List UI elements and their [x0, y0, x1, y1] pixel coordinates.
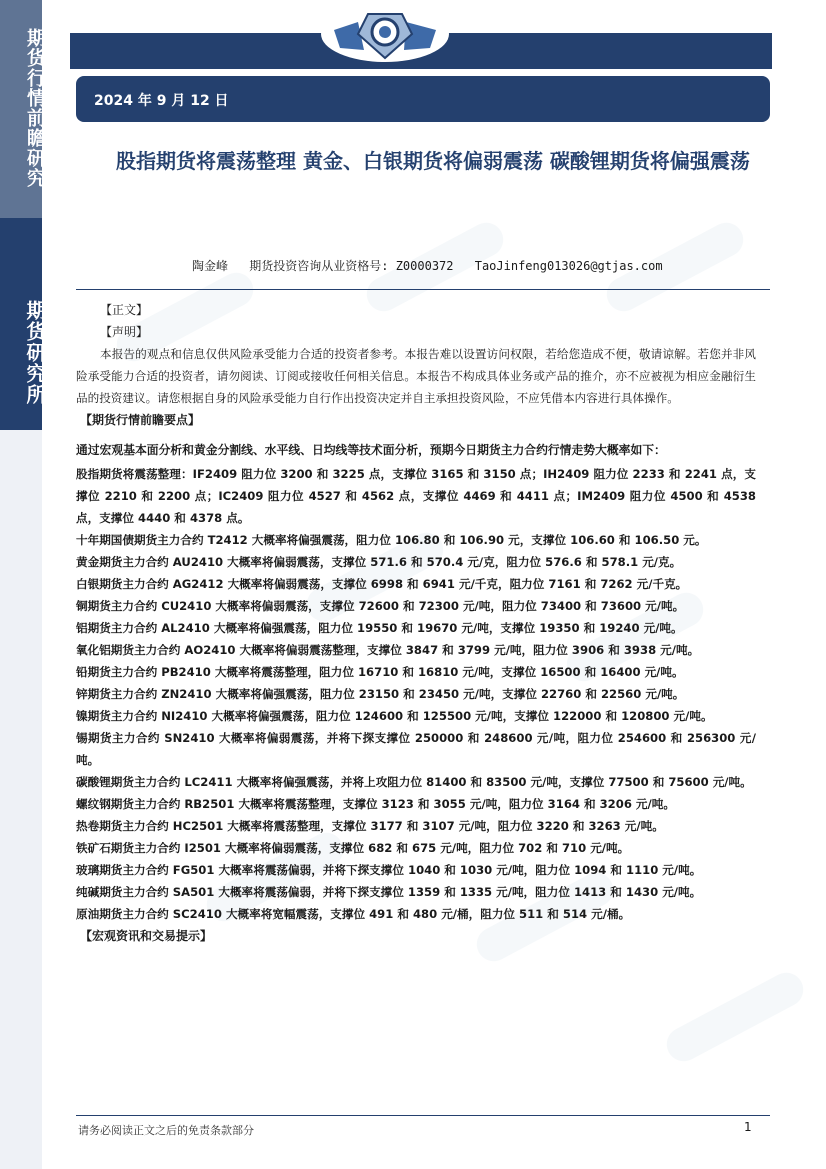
section-statement-heading: 【声明】 [100, 325, 149, 339]
footer-notice: 请务必阅读正文之后的免责条款部分 [78, 1124, 254, 1137]
author-line [192, 257, 677, 274]
section-main-heading: 【正文】 [100, 303, 149, 317]
author-cert: 期货投资咨询从业资格号: Z0000372 [249, 259, 454, 273]
forecast-item: 铜期货主力合约 CU2410 大概率将偏弱震荡，支撑位 72600 和 72300 元/吨，阻力位 73400 和 73600 元/吨。 [76, 599, 685, 613]
forecast-item: 铅期货主力合约 PB2410 大概率将震荡整理，阻力位 16710 和 16810 元/吨，支撑位 16500 和 16400 元/吨。 [76, 665, 684, 679]
forecast-lead: 通过宏观基本面分析和黄金分割线、水平线、日均线等技术面分析，预期今日期货主力合约行情走势大概率如下： [76, 443, 666, 457]
forecast-item: 玻璃期货主力合约 FG501 大概率将震荡偏弱，并将下探支撑位 1040 和 1030 元/吨，阻力位 1094 和 1110 元/吨。 [76, 863, 702, 877]
divider [76, 289, 770, 290]
date-banner [76, 76, 770, 122]
disclaimer-paragraph: 本报告的观点和信息仅供风险承受能力合适的投资者参考。本报告难以设置访问权限，若给您造成不便，敬请谅解。若您并非风险承受能力合适的投资者，请勿阅读、订阅或接收任何相关信息。本报告不构成具体业务或产品的推介，亦不应被视为相应金融衍生品的投资建议。请您根据自身的风险承受能力自行作出投资决定并自主承担投资风险，不应凭借本内容进行具体操作。 [76, 347, 756, 405]
forecast-item: 热卷期货主力合约 HC2501 大概率将震荡整理，支撑位 3177 和 3107 元/吨，阻力位 3220 和 3263 元/吨。 [76, 819, 664, 833]
forecast-item: 白银期货主力合约 AG2412 大概率将偏弱震荡，支撑位 6998 和 6941 元/千克，阻力位 7161 和 7262 元/千克。 [76, 577, 688, 591]
forecast-item: 氧化铝期货主力合约 AO2410 大概率将偏弱震荡整理，支撑位 3847 和 3799 元/吨，阻力位 3906 和 3938 元/吨。 [76, 643, 700, 657]
footer-divider [76, 1115, 770, 1116]
forecast-item: 锡期货主力合约 SN2410 大概率将偏弱震荡，并将下探支撑位 250000 和 248600 元/吨，阻力位 254600 和 256300 元/吨。 [76, 731, 756, 767]
forecast-item: 纯碱期货主力合约 SA501 大概率将震荡偏弱，并将下探支撑位 1359 和 1335 元/吨，阻力位 1413 和 1430 元/吨。 [76, 885, 702, 899]
forecast-item: 铁矿石期货主力合约 I2501 大概率将偏弱震荡，支撑位 682 和 675 元/吨，阻力位 702 和 710 元/吨。 [76, 841, 630, 855]
author-name: 陶金峰 [192, 259, 229, 273]
watermark [661, 967, 809, 1067]
forecast-item: 十年期国债期货主力合约 T2412 大概率将偏强震荡，阻力位 106.80 和 106.90 元，支撑位 106.60 和 106.50 元。 [76, 533, 707, 547]
forecast-item: 碳酸锂期货主力合约 LC2411 大概率将偏强震荡，并将上攻阻力位 81400 和 83500 元/吨，支撑位 77500 和 75600 元/吨。 [76, 775, 752, 789]
author-email[interactable]: TaoJinfeng013026@gtjas.com [474, 259, 663, 273]
page-number: 1 [744, 1120, 752, 1134]
report-date: 2024 年 9 月 12 日 [94, 93, 229, 109]
company-logo-icon [318, 4, 452, 64]
sidebar-top-block [0, 0, 46, 218]
sidebar-mid-block [0, 218, 47, 430]
section-macro-heading: 【宏观资讯和交易提示】 [80, 929, 213, 943]
forecast-item: 股指期货将震荡整理：IF2409 阻力位 3200 和 3225 点，支撑位 3165 和 3150 点；IH2409 阻力位 2233 和 2241 点，支撑位 2210 和 2200 点；IC2409 阻力位 4527 和 4562 点，支撑位 4469 和 4411 点；IM2409 阻力位 4500 和 4538 点，支撑位 4440 和 4378 点。 [76, 467, 756, 525]
forecast-item: 锌期货主力合约 ZN2410 大概率将偏强震荡，阻力位 23150 和 23450 元/吨，支撑位 22760 和 22560 元/吨。 [76, 687, 685, 701]
forecast-item: 原油期货主力合约 SC2410 大概率将宽幅震荡，支撑位 491 和 480 元/桶，阻力位 511 和 514 元/桶。 [76, 907, 631, 921]
sidebar-mid-label: 期货研究所 [23, 300, 47, 405]
forecast-item: 黄金期货主力合约 AU2410 大概率将偏弱震荡，支撑位 571.6 和 570.4 元/克，阻力位 576.6 和 578.1 元/克。 [76, 555, 682, 569]
forecast-item: 螺纹钢期货主力合约 RB2501 大概率将震荡整理，支撑位 3123 和 3055 元/吨，阻力位 3164 和 3206 元/吨。 [76, 797, 675, 811]
forecast-item: 镍期货主力合约 NI2410 大概率将偏强震荡，阻力位 124600 和 125500 元/吨，支撑位 122000 和 120800 元/吨。 [76, 709, 713, 723]
sidebar [0, 0, 47, 1169]
sidebar-top-label: 期货行情前瞻研究 [24, 28, 46, 188]
forecast-item: 铝期货主力合约 AL2410 大概率将偏强震荡，阻力位 19550 和 19670 元/吨，支撑位 19350 和 19240 元/吨。 [76, 621, 683, 635]
section-points-heading: 【期货行情前瞻要点】 [80, 413, 201, 427]
report-body [76, 299, 756, 947]
report-title: 股指期货将震荡整理 黄金、白银期货将偏弱震荡 碳酸锂期货将偏强震荡 [116, 149, 750, 173]
